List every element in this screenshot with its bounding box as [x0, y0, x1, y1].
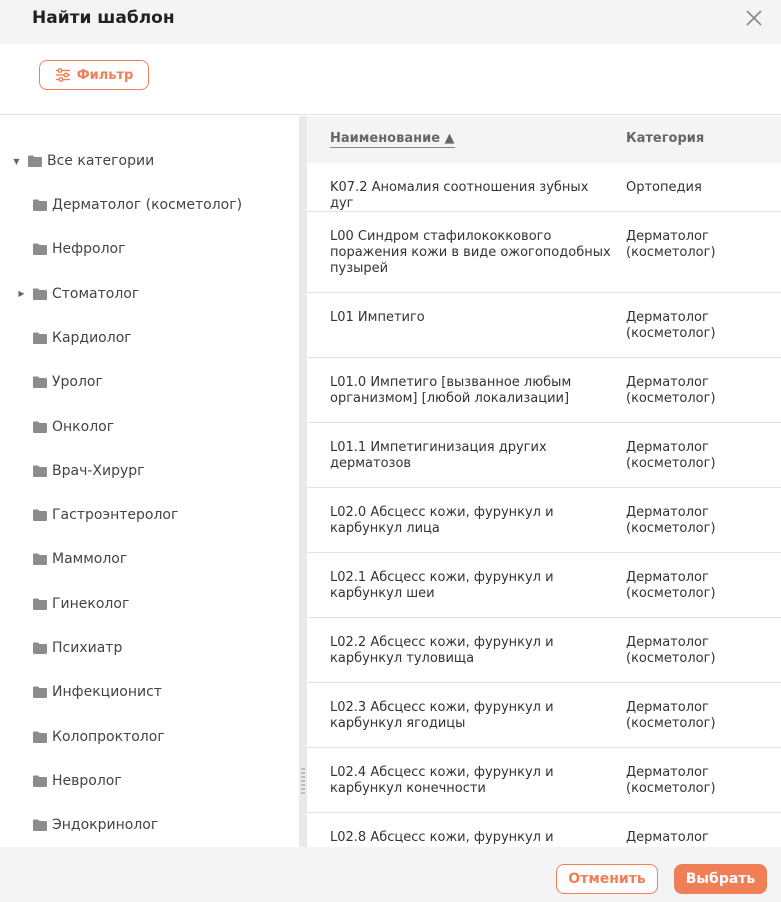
tree-item-label: Гинеколог	[52, 595, 130, 612]
tree-item-label: Психиатр	[52, 640, 123, 656]
folder-icon	[33, 819, 52, 831]
folder-icon	[33, 421, 52, 433]
tree-item-label: Кардиолог	[52, 329, 132, 346]
folder-icon	[33, 598, 52, 610]
column-header-name[interactable]: Наименование ▲	[330, 131, 455, 146]
folder-icon	[33, 376, 52, 388]
table-row[interactable]	[307, 163, 781, 212]
tree-item-category[interactable]	[17, 637, 122, 659]
cell-template-name: L00 Синдром стафилококкового поражения кожи в виде ожогоподобных пузырей	[330, 229, 611, 276]
folder-icon	[33, 642, 52, 654]
folder-icon	[33, 731, 52, 743]
cell-category: Дерматолог (косметолог)	[626, 635, 716, 666]
table-row[interactable]	[307, 293, 781, 358]
table-header	[307, 116, 781, 163]
table-row[interactable]	[307, 683, 781, 748]
cell-category: Дерматолог (косметолог)	[626, 310, 716, 341]
dialog-title: Найти шаблон	[32, 8, 175, 28]
filter-button[interactable]	[39, 60, 149, 90]
expand-arrow-icon[interactable]: ▶	[18, 289, 25, 299]
table-row[interactable]	[307, 358, 781, 423]
folder-icon	[28, 155, 47, 167]
table-row[interactable]	[307, 212, 781, 293]
cell-template-name: L02.2 Абсцесс кожи, фурункул и карбункул туловища	[330, 635, 554, 666]
tree-item-label: Колопроктолог	[52, 728, 165, 745]
cell-category: Дерматолог (косметолог)	[626, 570, 716, 601]
filter-bar	[0, 44, 781, 115]
tree-item-category[interactable]	[17, 814, 158, 836]
table-row[interactable]	[307, 423, 781, 488]
folder-icon	[33, 509, 52, 521]
tree-item-category[interactable]	[17, 327, 132, 349]
tree-item-label: Нефролог	[52, 241, 126, 258]
dialog-footer	[0, 847, 781, 902]
tree-item-category[interactable]	[17, 194, 242, 216]
cell-template-name: L02.3 Абсцесс кожи, фурункул и карбункул ягодицы	[330, 700, 554, 731]
folder-icon	[33, 199, 52, 211]
tree-item-category[interactable]	[17, 504, 178, 526]
table-row[interactable]	[307, 488, 781, 553]
column-header-category[interactable]: Категория	[626, 131, 705, 146]
cell-template-name: L02.0 Абсцесс кожи, фурункул и карбункул лица	[330, 505, 554, 536]
tree-item-category[interactable]	[17, 770, 122, 792]
sliders-icon	[55, 68, 71, 82]
folder-icon	[33, 465, 52, 477]
tree-item-category[interactable]	[17, 371, 103, 393]
dialog-header	[0, 0, 781, 44]
tree-item-all-categories[interactable]	[12, 150, 154, 172]
tree-item-category[interactable]	[17, 681, 162, 703]
cell-category: Дерматолог (косметолог)	[626, 765, 716, 796]
select-button[interactable]: Выбрать	[674, 864, 767, 894]
cell-category: Дерматолог (косметолог)	[626, 229, 716, 260]
tree-item-label: Онколог	[52, 418, 115, 435]
collapse-arrow-icon[interactable]: ▼	[13, 156, 20, 166]
folder-icon	[33, 243, 52, 255]
tree-item-label: Эндокринолог	[52, 817, 159, 834]
cell-template-name: L02.4 Абсцесс кожи, фурункул и карбункул конечности	[330, 765, 554, 796]
cell-category: Дерматолог	[626, 830, 709, 845]
folder-icon	[33, 288, 52, 300]
cell-template-name: K07.2 Аномалия соотношения зубных дуг	[330, 180, 589, 211]
category-tree	[0, 116, 299, 847]
panel-splitter[interactable]	[299, 116, 307, 847]
cell-category: Дерматолог (косметолог)	[626, 505, 716, 536]
tree-item-category[interactable]	[17, 416, 114, 438]
folder-icon	[33, 686, 52, 698]
template-table	[307, 116, 781, 847]
table-row[interactable]	[307, 553, 781, 618]
cell-template-name: L01.0 Импетиго [вызванное любым организмом] [любой локализации]	[330, 375, 572, 406]
filter-button-label: Фильтр	[76, 67, 134, 83]
tree-item-category[interactable]	[17, 726, 165, 748]
tree-item-category[interactable]	[17, 593, 129, 615]
cell-template-name: L02.1 Абсцесс кожи, фурункул и карбункул шеи	[330, 570, 554, 601]
cell-template-name: L01.1 Импетигинизация других дерматозов	[330, 440, 547, 471]
close-icon[interactable]	[744, 8, 764, 28]
tree-item-label: Все категории	[47, 153, 155, 169]
cell-category: Дерматолог (косметолог)	[626, 440, 716, 471]
cell-category: Ортопедия	[626, 180, 702, 195]
folder-icon	[33, 775, 52, 787]
tree-item-category[interactable]	[17, 460, 145, 482]
table-row[interactable]	[307, 748, 781, 813]
folder-icon	[33, 553, 52, 565]
tree-item-label: Врач-Хирург	[52, 462, 145, 479]
tree-item-label: Невролог	[52, 772, 122, 789]
cell-template-name: L02.8 Абсцесс кожи, фурункул и	[330, 830, 554, 845]
table-row[interactable]	[307, 813, 781, 847]
tree-item-category[interactable]	[17, 283, 139, 305]
tree-item-label: Маммолог	[52, 551, 128, 568]
cancel-button[interactable]: Отменить	[556, 864, 658, 894]
folder-icon	[33, 332, 52, 344]
cell-category: Дерматолог (косметолог)	[626, 375, 716, 406]
tree-item-label: Инфекционист	[52, 684, 162, 701]
tree-item-category[interactable]	[17, 548, 127, 570]
splitter-grip-icon[interactable]	[301, 768, 305, 794]
cell-category: Дерматолог (косметолог)	[626, 700, 716, 731]
tree-item-label: Дерматолог (косметолог)	[52, 197, 243, 213]
tree-item-label: Уролог	[52, 374, 103, 391]
tree-item-category[interactable]	[17, 238, 125, 260]
tree-item-label: Стоматолог	[52, 285, 140, 302]
tree-item-label: Гастроэнтеролог	[52, 507, 179, 524]
table-row[interactable]	[307, 618, 781, 683]
cell-template-name: L01 Импетиго	[330, 310, 425, 325]
